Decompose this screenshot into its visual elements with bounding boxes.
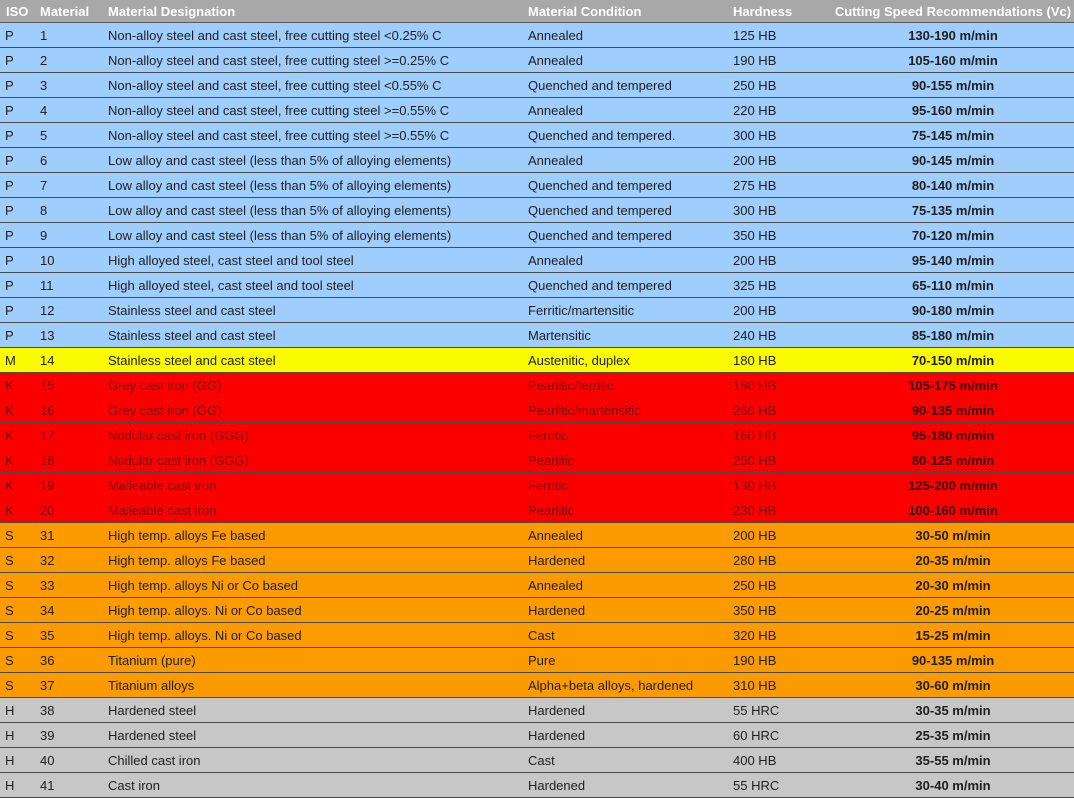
material-number-cell: 20 [34, 498, 102, 523]
cutting-speed-cell: 70-120 m/min [832, 223, 1074, 248]
designation-cell: Non-alloy steel and cast steel, free cutting steel <0.25% C [102, 23, 522, 48]
iso-cell: M [0, 348, 34, 373]
cutting-speed-cell: 105-160 m/min [832, 48, 1074, 73]
cutting-speed-cell: 30-50 m/min [832, 523, 1074, 548]
material-number-cell: 36 [34, 648, 102, 673]
iso-cell: P [0, 48, 34, 73]
cutting-speed-cell: 35-55 m/min [832, 748, 1074, 773]
table-row [0, 448, 1074, 473]
condition-cell: Ferritic [522, 473, 727, 498]
cutting-speed-cell: 90-135 m/min [832, 648, 1074, 673]
condition-cell: Annealed [522, 23, 727, 48]
iso-cell: P [0, 248, 34, 273]
iso-cell: P [0, 198, 34, 223]
iso-cell: S [0, 523, 34, 548]
designation-cell: Low alloy and cast steel (less than 5% of alloying elements) [102, 198, 522, 223]
material-number-cell: 1 [34, 23, 102, 48]
material-number-cell: 11 [34, 273, 102, 298]
hardness-cell: 220 HB [727, 98, 832, 123]
designation-cell: Low alloy and cast steel (less than 5% of alloying elements) [102, 223, 522, 248]
table-header [0, 0, 1074, 23]
material-number-cell: 35 [34, 623, 102, 648]
hardness-cell: 320 HB [727, 623, 832, 648]
material-number-cell: 39 [34, 723, 102, 748]
material-number-cell: 8 [34, 198, 102, 223]
cutting-speed-cell: 30-40 m/min [832, 773, 1074, 798]
material-number-cell: 38 [34, 698, 102, 723]
condition-cell: Annealed [522, 98, 727, 123]
iso-cell: P [0, 273, 34, 298]
cutting-speed-cell: 105-175 m/min [832, 373, 1074, 398]
condition-cell: Hardened [522, 723, 727, 748]
table-row [0, 573, 1074, 598]
iso-cell: H [0, 698, 34, 723]
cutting-speed-cell: 75-135 m/min [832, 198, 1074, 223]
cutting-speed-cell: 90-180 m/min [832, 298, 1074, 323]
header-designation: Material Designation [102, 0, 522, 23]
hardness-cell: 60 HRC [727, 723, 832, 748]
hardness-cell: 275 HB [727, 173, 832, 198]
condition-cell: Quenched and tempered. [522, 123, 727, 148]
condition-cell: Annealed [522, 248, 727, 273]
hardness-cell: 125 HB [727, 23, 832, 48]
designation-cell: Non-alloy steel and cast steel, free cutting steel >=0.25% C [102, 48, 522, 73]
condition-cell: Pearlitic [522, 498, 727, 523]
designation-cell: Hardened steel [102, 723, 522, 748]
iso-cell: K [0, 423, 34, 448]
iso-cell: P [0, 73, 34, 98]
table-row [0, 473, 1074, 498]
table-row [0, 773, 1074, 798]
iso-cell: P [0, 173, 34, 198]
hardness-cell: 250 HB [727, 448, 832, 473]
material-number-cell: 19 [34, 473, 102, 498]
table-row [0, 323, 1074, 348]
cutting-speed-cell: 100-160 m/min [832, 498, 1074, 523]
table-row [0, 598, 1074, 623]
cutting-speed-cell: 30-35 m/min [832, 698, 1074, 723]
designation-cell: Stainless steel and cast steel [102, 323, 522, 348]
table-row [0, 298, 1074, 323]
designation-cell: Chilled cast iron [102, 748, 522, 773]
hardness-cell: 200 HB [727, 148, 832, 173]
cutting-speed-cell: 95-160 m/min [832, 98, 1074, 123]
hardness-cell: 230 HB [727, 498, 832, 523]
condition-cell: Pearlitic/ferritic [522, 373, 727, 398]
designation-cell: High temp. alloys. Ni or Co based [102, 623, 522, 648]
material-number-cell: 12 [34, 298, 102, 323]
hardness-cell: 200 HB [727, 298, 832, 323]
iso-cell: P [0, 123, 34, 148]
cutting-speed-cell: 20-25 m/min [832, 598, 1074, 623]
designation-cell: High temp. alloys Fe based [102, 548, 522, 573]
iso-cell: S [0, 598, 34, 623]
designation-cell: Stainless steel and cast steel [102, 298, 522, 323]
table-row [0, 523, 1074, 548]
condition-cell: Ferritic [522, 423, 727, 448]
material-number-cell: 7 [34, 173, 102, 198]
table-row [0, 748, 1074, 773]
condition-cell: Annealed [522, 48, 727, 73]
table-row [0, 73, 1074, 98]
hardness-cell: 130 HB [727, 473, 832, 498]
condition-cell: Hardened [522, 698, 727, 723]
designation-cell: High temp. alloys Fe based [102, 523, 522, 548]
iso-cell: K [0, 398, 34, 423]
table-row [0, 548, 1074, 573]
material-number-cell: 6 [34, 148, 102, 173]
hardness-cell: 310 HB [727, 673, 832, 698]
condition-cell: Martensitic [522, 323, 727, 348]
table-row [0, 648, 1074, 673]
designation-cell: Hardened steel [102, 698, 522, 723]
cutting-speed-cell: 95-140 m/min [832, 248, 1074, 273]
designation-cell: Cast iron [102, 773, 522, 798]
designation-cell: Nodular cast iron (GGG) [102, 423, 522, 448]
iso-cell: H [0, 748, 34, 773]
cutting-speed-cell: 95-180 m/min [832, 423, 1074, 448]
iso-cell: S [0, 548, 34, 573]
table-row [0, 498, 1074, 523]
cutting-speed-cell: 25-35 m/min [832, 723, 1074, 748]
hardness-cell: 250 HB [727, 73, 832, 98]
cutting-speed-cell: 90-145 m/min [832, 148, 1074, 173]
designation-cell: Non-alloy steel and cast steel, free cutting steel >=0.55% C [102, 98, 522, 123]
designation-cell: Grey cast iron (GG) [102, 398, 522, 423]
table-row [0, 223, 1074, 248]
hardness-cell: 260 HB [727, 398, 832, 423]
iso-cell: P [0, 23, 34, 48]
table-row [0, 98, 1074, 123]
hardness-cell: 350 HB [727, 598, 832, 623]
designation-cell: Non-alloy steel and cast steel, free cutting steel <0.55% C [102, 73, 522, 98]
material-number-cell: 34 [34, 598, 102, 623]
material-number-cell: 2 [34, 48, 102, 73]
iso-cell: H [0, 773, 34, 798]
designation-cell: Low alloy and cast steel (less than 5% of alloying elements) [102, 148, 522, 173]
table-row [0, 423, 1074, 448]
designation-cell: High alloyed steel, cast steel and tool steel [102, 273, 522, 298]
condition-cell: Pearlitic/martensitic [522, 398, 727, 423]
cutting-speed-cell: 125-200 m/min [832, 473, 1074, 498]
hardness-cell: 55 HRC [727, 698, 832, 723]
hardness-cell: 55 HRC [727, 773, 832, 798]
condition-cell: Alpha+beta alloys, hardened [522, 673, 727, 698]
iso-cell: P [0, 298, 34, 323]
iso-cell: P [0, 323, 34, 348]
condition-cell: Annealed [522, 523, 727, 548]
table-row [0, 673, 1074, 698]
hardness-cell: 300 HB [727, 198, 832, 223]
cutting-speed-cell: 30-60 m/min [832, 673, 1074, 698]
condition-cell: Quenched and tempered [522, 223, 727, 248]
header-row [0, 0, 1074, 23]
material-number-cell: 13 [34, 323, 102, 348]
cutting-speed-cell: 85-180 m/min [832, 323, 1074, 348]
iso-cell: K [0, 448, 34, 473]
material-number-cell: 16 [34, 398, 102, 423]
hardness-cell: 325 HB [727, 273, 832, 298]
hardness-cell: 180 HB [727, 373, 832, 398]
cutting-speed-cell: 130-190 m/min [832, 23, 1074, 48]
hardness-cell: 190 HB [727, 648, 832, 673]
hardness-cell: 200 HB [727, 248, 832, 273]
cutting-speed-cell: 90-155 m/min [832, 73, 1074, 98]
material-number-cell: 18 [34, 448, 102, 473]
cutting-speed-cell: 15-25 m/min [832, 623, 1074, 648]
cutting-speed-cell: 20-30 m/min [832, 573, 1074, 598]
material-number-cell: 4 [34, 98, 102, 123]
hardness-cell: 400 HB [727, 748, 832, 773]
table-row [0, 348, 1074, 373]
material-number-cell: 33 [34, 573, 102, 598]
material-number-cell: 31 [34, 523, 102, 548]
hardness-cell: 200 HB [727, 523, 832, 548]
designation-cell: Malleable cast iron [102, 498, 522, 523]
table-row [0, 723, 1074, 748]
iso-cell: S [0, 673, 34, 698]
table-row [0, 273, 1074, 298]
condition-cell: Quenched and tempered [522, 73, 727, 98]
condition-cell: Annealed [522, 573, 727, 598]
material-number-cell: 14 [34, 348, 102, 373]
condition-cell: Pure [522, 648, 727, 673]
table-row [0, 48, 1074, 73]
hardness-cell: 280 HB [727, 548, 832, 573]
cutting-speed-cell: 65-110 m/min [832, 273, 1074, 298]
hardness-cell: 250 HB [727, 573, 832, 598]
cutting-speed-cell: 80-125 m/min [832, 448, 1074, 473]
table-row [0, 373, 1074, 398]
table-row [0, 123, 1074, 148]
designation-cell: Nodular cast iron (GGG) [102, 448, 522, 473]
condition-cell: Quenched and tempered [522, 198, 727, 223]
designation-cell: Stainless steel and cast steel [102, 348, 522, 373]
material-number-cell: 15 [34, 373, 102, 398]
table-row [0, 698, 1074, 723]
iso-cell: P [0, 98, 34, 123]
material-number-cell: 5 [34, 123, 102, 148]
material-number-cell: 32 [34, 548, 102, 573]
cutting-speed-cell: 90-135 m/min [832, 398, 1074, 423]
iso-cell: K [0, 498, 34, 523]
condition-cell: Hardened [522, 773, 727, 798]
iso-cell: P [0, 223, 34, 248]
iso-cell: K [0, 373, 34, 398]
hardness-cell: 350 HB [727, 223, 832, 248]
header-hardness: Hardness [727, 0, 832, 23]
table-row [0, 148, 1074, 173]
header-condition: Material Condition [522, 0, 727, 23]
iso-cell: S [0, 623, 34, 648]
designation-cell: High temp. alloys. Ni or Co based [102, 598, 522, 623]
iso-cell: K [0, 473, 34, 498]
condition-cell: Annealed [522, 148, 727, 173]
condition-cell: Hardened [522, 598, 727, 623]
iso-cell: H [0, 723, 34, 748]
condition-cell: Cast [522, 748, 727, 773]
cutting-speed-cell: 70-150 m/min [832, 348, 1074, 373]
condition-cell: Quenched and tempered [522, 173, 727, 198]
condition-cell: Pearlitic [522, 448, 727, 473]
table-row [0, 248, 1074, 273]
table-row [0, 173, 1074, 198]
material-number-cell: 37 [34, 673, 102, 698]
designation-cell: High alloyed steel, cast steel and tool steel [102, 248, 522, 273]
designation-cell: Titanium alloys [102, 673, 522, 698]
designation-cell: Grey cast iron (GG) [102, 373, 522, 398]
condition-cell: Cast [522, 623, 727, 648]
material-number-cell: 40 [34, 748, 102, 773]
hardness-cell: 160 HB [727, 423, 832, 448]
material-number-cell: 41 [34, 773, 102, 798]
iso-cell: S [0, 573, 34, 598]
designation-cell: High temp. alloys Ni or Co based [102, 573, 522, 598]
header-iso: ISO [0, 0, 34, 23]
iso-cell: P [0, 148, 34, 173]
designation-cell: Non-alloy steel and cast steel, free cutting steel >=0.55% C [102, 123, 522, 148]
material-number-cell: 9 [34, 223, 102, 248]
table-row [0, 623, 1074, 648]
hardness-cell: 190 HB [727, 48, 832, 73]
table-row [0, 198, 1074, 223]
designation-cell: Titanium (pure) [102, 648, 522, 673]
condition-cell: Austenitic, duplex [522, 348, 727, 373]
header-material: Material [34, 0, 102, 23]
hardness-cell: 240 HB [727, 323, 832, 348]
designation-cell: Malleable cast iron [102, 473, 522, 498]
header-cutting-speed: Cutting Speed Recommendations (Vc) [832, 0, 1074, 23]
condition-cell: Quenched and tempered [522, 273, 727, 298]
table-row [0, 23, 1074, 48]
hardness-cell: 300 HB [727, 123, 832, 148]
material-number-cell: 3 [34, 73, 102, 98]
hardness-cell: 180 HB [727, 348, 832, 373]
cutting-speed-cell: 20-35 m/min [832, 548, 1074, 573]
cutting-speed-cell: 80-140 m/min [832, 173, 1074, 198]
table-row [0, 398, 1074, 423]
material-number-cell: 10 [34, 248, 102, 273]
iso-cell: S [0, 648, 34, 673]
table-body [0, 23, 1074, 798]
designation-cell: Low alloy and cast steel (less than 5% of alloying elements) [102, 173, 522, 198]
condition-cell: Ferritic/martensitic [522, 298, 727, 323]
condition-cell: Hardened [522, 548, 727, 573]
material-number-cell: 17 [34, 423, 102, 448]
cutting-speed-cell: 75-145 m/min [832, 123, 1074, 148]
